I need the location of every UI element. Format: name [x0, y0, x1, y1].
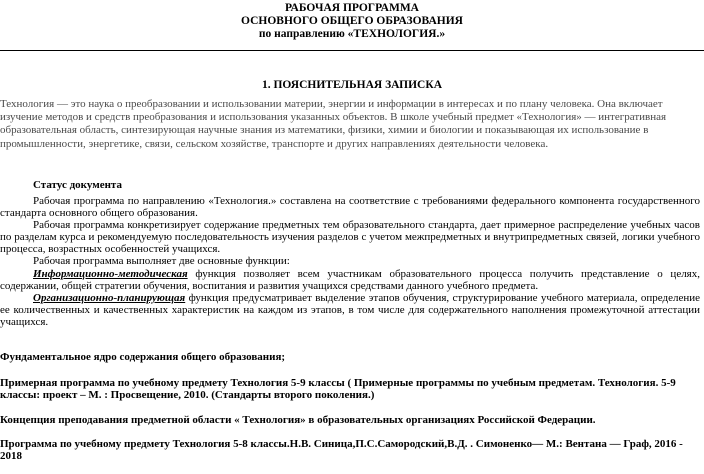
status-heading: Статус документа [33, 179, 122, 191]
function-informational-text: функция позволяет всем участникам образовательного процесса получить представление о целях, содержании, общей стратегии обучения, воспитания и развития учащихся средствами данного учебного предмета. [0, 267, 700, 292]
header-line-1: РАБОЧАЯ ПРОГРАММА [284, 2, 419, 14]
status-body [0, 195, 700, 328]
function-organizational-term: Организационно-планирующая [33, 291, 186, 304]
core-content-line: Фундаментальное ядро содержания общего образования; [0, 351, 286, 363]
section-title: 1. ПОЯСНИТЕЛЬНАЯ ЗАПИСКА [261, 79, 443, 91]
status-paragraph-3: Рабочая программа выполняет две основные функции: [33, 255, 290, 268]
concept-line: Концепция преподавания предметной области « Технология» в образовательных организациях Российской Федерации. [0, 414, 596, 426]
program-line: Программа по учебному предмету Технология 5-8 классы.Н.В. Синица,П.С.Самородский,В.Д. . Симоненко— М.: Вентана — Граф, 2016 - 2018 [0, 438, 683, 463]
status-paragraph-2: Рабочая программа конкретизирует содержание предметных тем образовательного стандарта, дает примерное распределение учебных часов по разделам курса и рекомендуемую последовательность изучения разделов с учетом межпредметных и внутрипредметных связей, логики учебного процесса, возрастных особенностей учащихся. [0, 219, 700, 256]
header-line-2: ОСНОВНОГО ОБЩЕГО ОБРАЗОВАНИЯ [241, 15, 463, 27]
function-organizational [0, 292, 700, 328]
intro-paragraph: Технология — это наука о преобразовании и использовании материи, энергии и информации в интересах и по плану человека. Она включает изучение методов и средств преобразования и использования указанных объектов. В школе учебный предмет «Технология» — интегративная образовательная область, синтезирующая научные знания из математики, физики, химии и биологии и показывающая их использование в промышленности, энергетике, связи, сельском хозяйстве, транспорте и других направлениях деятельности человека. [0, 98, 667, 150]
document-header [0, 2, 704, 41]
function-informational-term: Информационно-методическая [33, 267, 188, 280]
status-paragraph-1: Рабочая программа по направлению «Технология.» составлена на соответствие с требованиями федерального компонента государственного стандарта основного общего образования. [0, 195, 700, 220]
sample-program-line: Примерная программа по учебному предмету Технология 5-9 классы ( Примерные программы по учебным предметам. Технология. 5-9 классы: проект – М. : Просвещение, 2010. (Стандарты второго поколения.) [0, 377, 676, 402]
header-line-3: по направлению «ТЕХНОЛОГИЯ.» [258, 28, 446, 40]
header-divider [0, 50, 704, 51]
function-organizational-text: функция предусматривает выделение этапов обучения, структурирование учебного материала, определение ее количественных и качественных характеристик на каждом из этапов, в том числе для содержательного наполнения промежуточной аттестации учащихся. [0, 291, 700, 328]
function-informational [0, 268, 700, 292]
